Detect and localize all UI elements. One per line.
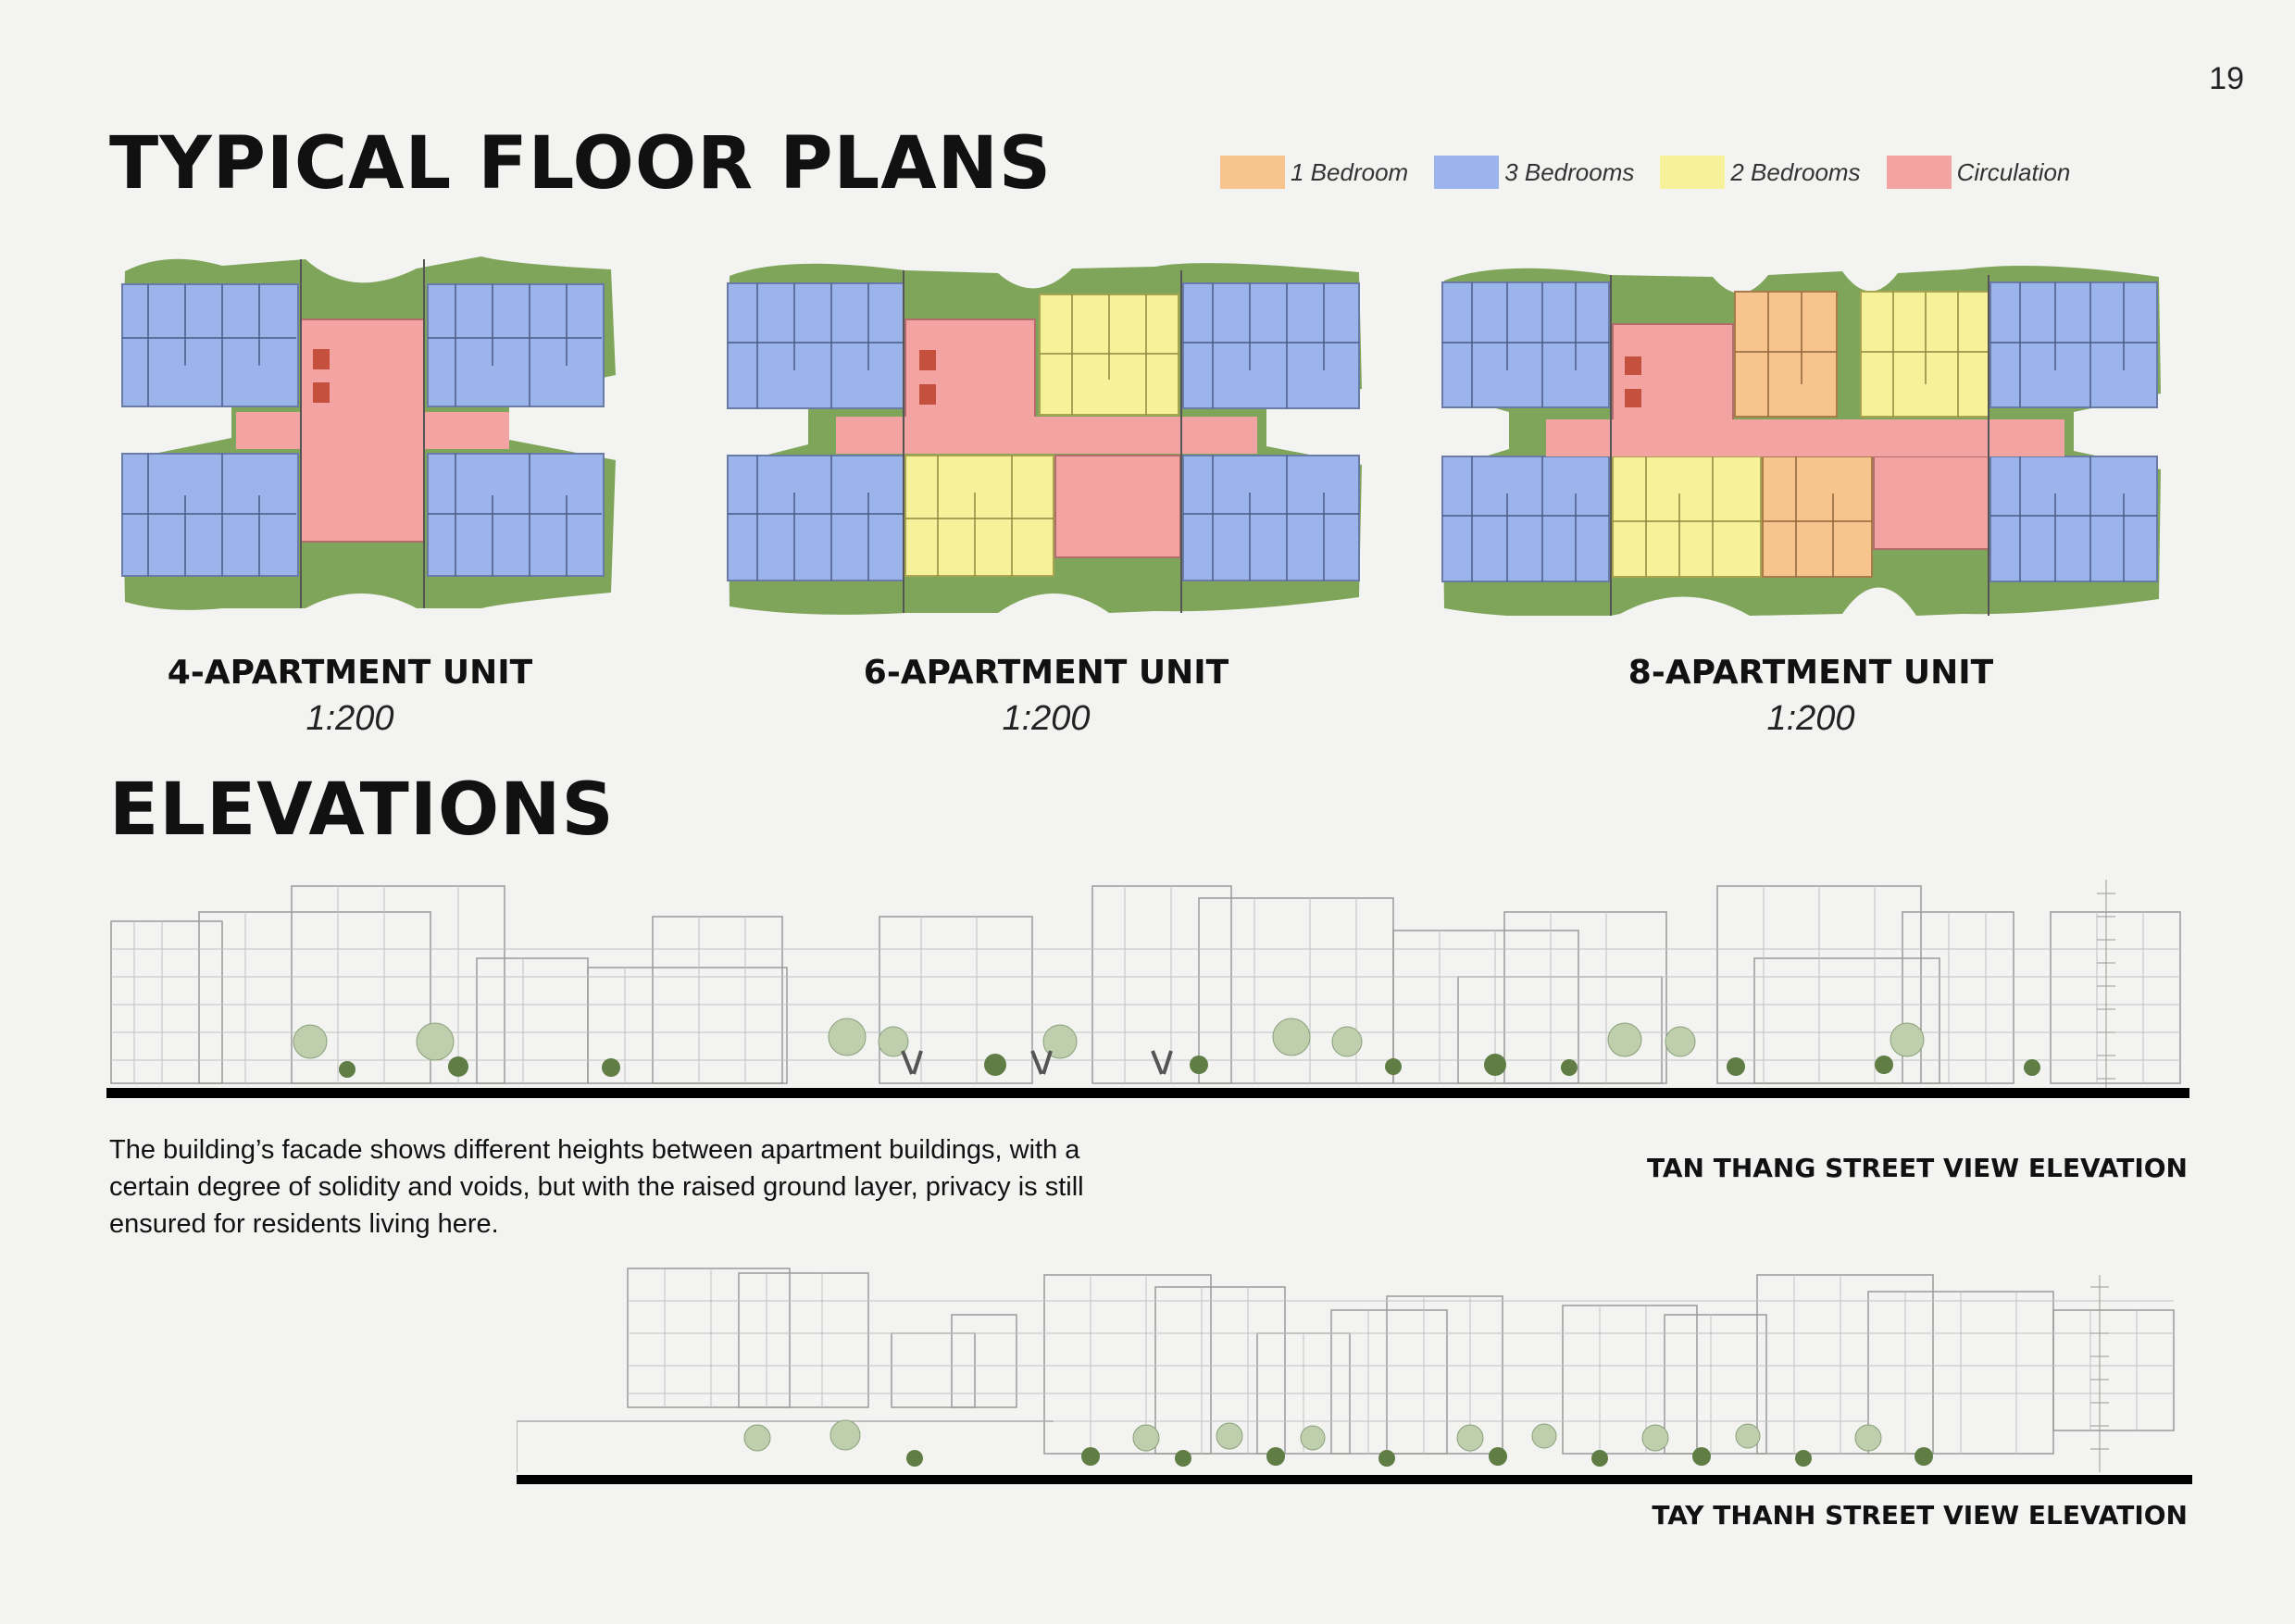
legend-swatch-yellow <box>1660 156 1725 189</box>
floor-plan-6-apartment <box>720 250 1368 620</box>
plan-scale: 1:200 <box>1766 699 1855 738</box>
elevations-heading: ELEVATIONS <box>109 768 615 852</box>
plan-scale: 1:200 <box>1002 699 1091 738</box>
legend-label: Circulation <box>1956 157 2071 186</box>
elevation-tan-thang <box>106 875 2189 1102</box>
legend-item-3-bedrooms <box>1434 156 1634 189</box>
plan-scale: 1:200 <box>306 699 394 738</box>
elevation-label-tay-thanh: TAY THANH STREET VIEW ELEVATION <box>1652 1500 2188 1530</box>
legend <box>1220 156 2096 189</box>
legend-swatch-pink <box>1887 156 1952 189</box>
legend-label: 3 Bedrooms <box>1504 157 1635 186</box>
legend-item-1-bedroom <box>1220 156 1408 189</box>
legend-swatch-orange <box>1220 156 1285 189</box>
elevation-tay-thanh <box>517 1264 2192 1486</box>
legend-swatch-blue <box>1434 156 1499 189</box>
plan-caption-6 <box>787 654 1305 739</box>
plan-title: 6-APARTMENT UNIT <box>863 654 1229 692</box>
plan-title: 8-APARTMENT UNIT <box>1628 654 1994 692</box>
floor-plans-heading: TYPICAL FLOOR PLANS <box>109 122 1053 206</box>
page-number: 19 <box>2209 61 2244 96</box>
legend-item-2-bedrooms <box>1660 156 1860 189</box>
elevation-label-tan-thang: TAN THANG STREET VIEW ELEVATION <box>1646 1153 2188 1183</box>
elevation-description: The building’s facade shows different heights between apartment buildings, with a certain degree of solidity and voids, but with the raised ground layer, privacy is still ensured for residents living here. <box>109 1135 1084 1239</box>
legend-label: 1 Bedroom <box>1291 157 1409 186</box>
floor-plan-4-apartment <box>111 245 630 616</box>
plan-title: 4-APARTMENT UNIT <box>167 654 533 692</box>
legend-item-circulation <box>1887 156 2071 189</box>
floor-plan-8-apartment <box>1435 255 2166 616</box>
plan-caption-8 <box>1552 654 2070 739</box>
plan-caption-4 <box>91 654 609 739</box>
legend-label: 2 Bedrooms <box>1730 157 1861 186</box>
